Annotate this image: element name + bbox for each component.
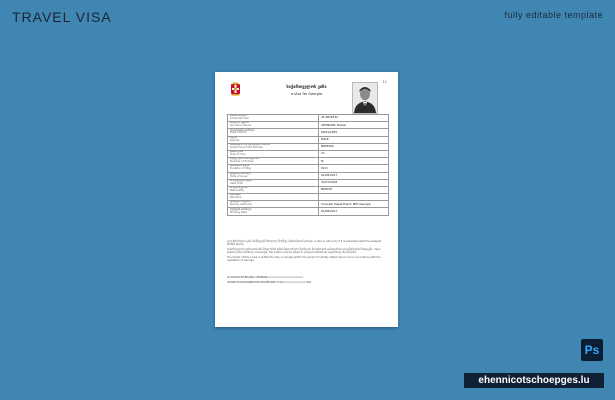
visa-row-label bbox=[228, 194, 319, 201]
visa-row bbox=[228, 158, 389, 165]
visa-row bbox=[228, 208, 389, 215]
label-english: Number of Entries bbox=[230, 160, 254, 164]
visa-notes bbox=[227, 240, 389, 264]
document-header-english: e-Visa for Georgia bbox=[290, 92, 323, 96]
document-header-georgian: საქართველოს ვიზა bbox=[286, 84, 327, 89]
photoshop-icon: Ps bbox=[581, 339, 603, 361]
page-number: 11 bbox=[382, 80, 387, 84]
visa-row-value: 31/07/2018 bbox=[319, 179, 389, 186]
label-english: Remarks bbox=[230, 196, 242, 200]
visa-row-label bbox=[228, 208, 319, 215]
visa-row-value: 90 D bbox=[319, 165, 389, 172]
visa-row-value: 06/01/1955 bbox=[319, 129, 389, 136]
label-georgian: ვიზის ტიპი bbox=[230, 150, 244, 154]
visa-row bbox=[228, 143, 389, 150]
holder-photo bbox=[352, 82, 378, 114]
label-english: Valid Until bbox=[230, 181, 244, 185]
label-english: Type of Visa bbox=[230, 153, 246, 157]
visa-row-value: MALE bbox=[319, 136, 389, 143]
label-georgian: ბეჭდვის თარიღი bbox=[230, 207, 252, 211]
visa-row bbox=[228, 172, 389, 179]
label-georgian: დაბადების თარიღი bbox=[230, 128, 255, 132]
visa-row-label bbox=[228, 115, 319, 122]
visa-row bbox=[228, 165, 389, 172]
visa-row-label bbox=[228, 186, 319, 193]
visa-row-label bbox=[228, 201, 319, 208]
visa-row-value: C1 bbox=[319, 150, 389, 157]
visa-document bbox=[215, 72, 398, 327]
label-georgian: მოქალაქეობა bbox=[230, 186, 248, 189]
mrz-line-2: 4598764326GBR5501062M1807316<<<<<<<<<<<<02 bbox=[227, 280, 312, 284]
visa-row bbox=[228, 129, 389, 136]
visa-row bbox=[228, 194, 389, 201]
label-english: Gender bbox=[230, 138, 240, 142]
label-english: Nationality bbox=[230, 188, 245, 192]
visa-row-value: M bbox=[319, 158, 389, 165]
visa-row bbox=[228, 136, 389, 143]
visa-row bbox=[228, 122, 389, 129]
visa-row-value: Consular Department, MFA Georgia bbox=[319, 201, 389, 208]
label-english: e-Visa Number bbox=[230, 117, 250, 121]
label-georgian: ვიზის ნომერი bbox=[230, 114, 247, 118]
visa-row bbox=[228, 115, 389, 122]
label-georgian: სამგზავრო დოკუმენტის ნომერი bbox=[230, 143, 270, 146]
label-georgian: დარჩენის ვადა bbox=[230, 164, 250, 168]
label-georgian: გამცემი ორგანო bbox=[230, 200, 251, 204]
label-georgian: შესვლების რაოდენობა bbox=[230, 157, 260, 161]
visa-row-label bbox=[228, 122, 319, 129]
visa-row-label bbox=[228, 129, 319, 136]
label-english: Issuing Authority bbox=[230, 203, 252, 207]
note-2: საქართველოს ტერიტორიაზე შესვლისას ვიზის მფლობელს შეიძლება მოეთხოვოს დამატებითი დოკუმენტების წარდგენა. Upon entering the territory of Georgia, the holder may be asked to present additional supporting documents. bbox=[227, 247, 381, 254]
visa-row-label bbox=[228, 158, 319, 165]
label-georgian: გაცემის თარიღი bbox=[230, 172, 251, 175]
label-english: Printing Date bbox=[230, 210, 248, 214]
label-english: Travel Document Number bbox=[230, 145, 264, 149]
brand-title: TRAVEL VISA bbox=[12, 9, 112, 25]
label-english: Duration of Stay bbox=[230, 167, 252, 171]
visa-row-label bbox=[228, 143, 319, 150]
visa-row bbox=[228, 186, 389, 193]
label-georgian: სახელი, გვარი bbox=[230, 121, 249, 125]
visa-row-value: BRITISH bbox=[319, 186, 389, 193]
visa-row-label bbox=[228, 172, 319, 179]
label-english: Date of Issue bbox=[230, 174, 248, 178]
brand-subtitle: fully editable template bbox=[504, 10, 603, 20]
note-1: ელექტრონული ვიზა მოქმედებს მხოლოდ მოქმედ პასპორტთან ერთად. e-Visa is valid only if it is presented with the passport stated above. bbox=[227, 240, 382, 247]
visa-row-value: 01/08/2017 bbox=[319, 208, 389, 215]
label-georgian: სქესი bbox=[230, 136, 237, 139]
note-3: The holder of this e-Visa is entitled to stay in Georgia within the period of validity stated above and in accordance with the legislation of Georgia. bbox=[227, 255, 381, 262]
visa-row-value: 45 9876432 bbox=[319, 115, 389, 122]
visa-row-label bbox=[228, 165, 319, 172]
visa-row-label bbox=[228, 179, 319, 186]
visa-row-value: N683400 bbox=[319, 143, 389, 150]
visa-row-value bbox=[319, 194, 389, 201]
site-banner: ehennicotschoepges.lu bbox=[464, 373, 604, 388]
label-english: Date of Birth bbox=[230, 131, 247, 135]
label-georgian: მოქმედების ვადა bbox=[230, 179, 252, 182]
label-georgian: შენიშვნა bbox=[230, 193, 241, 197]
visa-row bbox=[228, 179, 389, 186]
visa-row bbox=[228, 150, 389, 157]
visa-row-label bbox=[228, 136, 319, 143]
visa-row-value: 01/08/2017 bbox=[319, 172, 389, 179]
mrz-line-1: V<GEOATKINSON<<ROWAN<<<<<<<<<<<<<<<<<< bbox=[227, 275, 304, 279]
visa-details-table bbox=[227, 114, 389, 216]
label-english: Surname, Name bbox=[230, 124, 251, 128]
visa-row-label bbox=[228, 150, 319, 157]
visa-row bbox=[228, 201, 389, 208]
visa-row-value: ATKINSON, Rowan bbox=[319, 122, 389, 129]
